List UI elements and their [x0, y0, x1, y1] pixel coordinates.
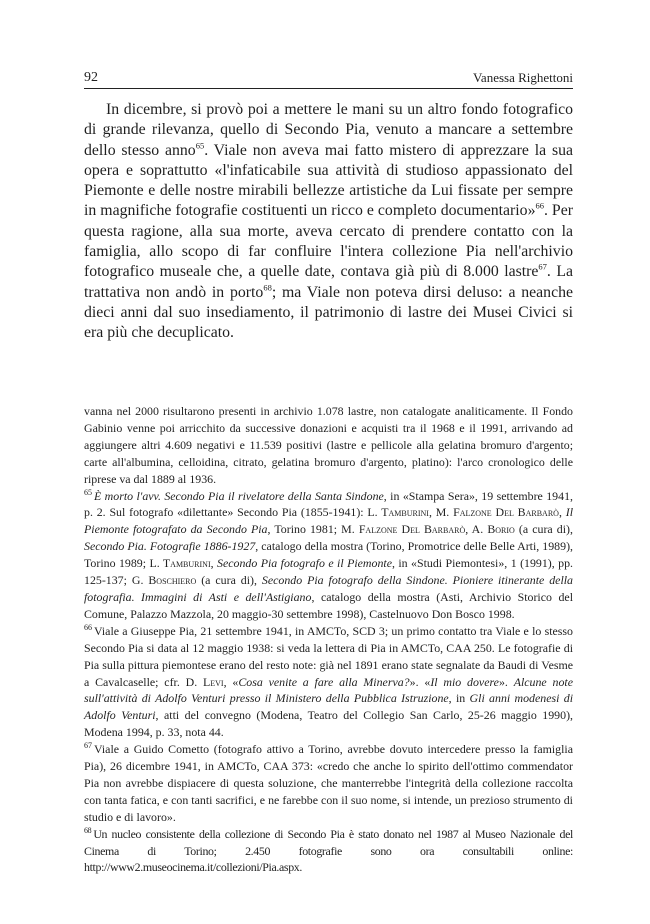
fn65-authors: G. Boschiero — [131, 573, 197, 588]
footnote-66 — [84, 623, 573, 741]
fn65-book-title: Secondo Pia fotografo della Sindone. Pioniere itinerante della fotografia. Immagini di Asti e dell'Astigiano — [84, 573, 573, 604]
body-sentence-1: In dicembre, si provò poi a mettere le mani su un altro fondo fotografico di grande rilevanza, quello di Secondo Pia, venuto a mancare a settembre dello stesso anno — [84, 101, 573, 159]
fn65-text: , catalogo della mostra (Torino, Promotrice delle Belle Arti, 1989), Torino 1989; — [84, 539, 573, 571]
footnote-number-66: 66 — [84, 622, 92, 632]
fn65-book-title: Il Piemonte fotografato da Secondo Pia — [84, 505, 573, 537]
fn66-author: D. Levi — [185, 674, 224, 689]
fn65-text: , in «Stampa Sera», 19 settembre 1941, p. 2. Sul fotografo «dilettante» Secondo Pia (1855-1941): — [84, 488, 573, 520]
fn65-sep: , — [210, 556, 218, 571]
header-rule — [84, 88, 573, 89]
fn65-text: , Torino 1981; — [267, 522, 342, 537]
body-sentence-3: . Per questa ragione, alla sua morte, aveva cercato di prendere contatto con la famiglia, allo scopo di far confluire l'intera collezione Pia nell'archivio fotografico museale che, a quelle date, contava già più di 8.000 lastre — [84, 202, 573, 281]
fn65-authors: M. Falzone Del Barbarò, A. Borio — [341, 522, 515, 537]
body-sentence-5: ; ma Viale non poteva dirsi deluso: a neanche dieci anni dal suo insediamento, il patrimonio di lastre dei Musei Civici si era più che decuplicato. — [84, 283, 574, 342]
footnote-ref-67[interactable]: 67 — [538, 262, 547, 273]
fn66-text: , in — [448, 691, 470, 706]
fn65-authors: L. Tamburini — [149, 556, 211, 571]
fn66-text: Viale a Giuseppe Pia, 21 settembre 1941, in AMCTo, SCD 3; un primo contatto tra Viale e lo stesso Secondo Pia si data al 12 maggio 1938: si veda la lettera di Pia in AMCTo, CAA 250. Le fotografie di Pia sulla pittura piemontese erano del resto note: già nel 1891 erano state segnalate da Baudi di Vesme a Cavalcaselle; cfr. — [84, 623, 573, 689]
fn66-title-part: Cosa venite a fare alla Minerva? — [238, 674, 410, 689]
fn65-text: (a cura di), — [196, 573, 262, 588]
fn65-book-title: Secondo Pia. Fotografie 1886-1927 — [84, 539, 256, 554]
running-head-author: Vanessa Righettoni — [472, 70, 573, 85]
fn65-article-title: Secondo Pia fotografo e il Piemonte — [217, 556, 392, 571]
fn66-book-title: Gli anni modenesi di Adolfo Venturi — [84, 691, 574, 723]
fn65-sep: , — [558, 505, 566, 520]
body-sentence-4: . La trattativa non andò in porto — [84, 263, 573, 301]
body-sentence-2: . Viale non aveva mai fatto mistero di apprezzare la sua opera e soprattutto «l'infaticabile sua attività di studioso appassionato del Piemonte e delle nostre mirabili bellezze artistiche da Lui fissate per sempre in magnifiche fotografie costituenti un ricco e completo documentario» — [84, 141, 574, 220]
footnote-ref-68[interactable]: 68 — [263, 282, 272, 293]
footnote-68 — [84, 826, 573, 877]
footnote-number-67: 67 — [84, 741, 92, 751]
footnote-continuation: vanna nel 2000 risultarono presenti in archivio 1.078 lastre, non catalogate analiticamente. Il Fondo Gabinio venne poi arricchito da successive donazioni e acquisti tra il 1968 e il 1991, arrivando ad aggiungere altri 4.609 negativi e 11.539 positivi (lastre e pellicole alla gelatina bromuro d'argento; carte all'albumina, celloidina, citrato, gelatina bromuro d'argento, platino): l'arco cronologico delle riprese va dal 1889 al 1936. — [84, 404, 573, 486]
page-number: 92 — [84, 70, 98, 85]
footnote-number-65: 65 — [84, 487, 92, 497]
fn68-text: Un nucleo consistente della collezione di Secondo Pia è stato donato nel 1987 al Museo Nazionale del Cinema di Torino; 2.450 fotografie sono ora consultabili online: http://www2.museocinema.it/collezioni/Pia.aspx. — [84, 826, 573, 875]
fn66-text: ». « — [409, 674, 431, 689]
fn65-text: (a cura di), — [514, 522, 573, 537]
fn66-text: , « — [223, 674, 239, 689]
fn66-title-part: Alcune note sull'attività di Adolfo Venturi presso il Ministero della Pubblica Istruzione — [84, 674, 573, 706]
footnote-ref-66[interactable]: 66 — [535, 201, 544, 212]
footnotes-section — [84, 403, 573, 876]
page-header — [84, 70, 573, 88]
footnote-number-68: 68 — [84, 825, 92, 835]
fn65-text: , catalogo della mostra (Asti, Archivio Storico del Comune, Palazzo Mazzola, 20 maggio-30 settembre 1998), Castelnuovo Don Bosco 1998. — [84, 589, 573, 621]
fn65-title: È morto l'avv. Secondo Pia il rivelatore della Santa Sindone — [94, 488, 384, 503]
fn65-authors: L. Tamburini, M. Falzone Del Barbarò — [367, 505, 559, 520]
footnote-67 — [84, 741, 573, 826]
body-paragraph — [84, 100, 573, 344]
footnote-65 — [84, 488, 573, 623]
fn66-title-part: Il mio dovere — [430, 674, 499, 689]
footnote-ref-65[interactable]: 65 — [195, 140, 205, 151]
fn66-text: ». — [498, 674, 514, 689]
fn66-text: , atti del convegno (Modena, Teatro del Collegio San Carlo, 25-26 maggio 1990), Modena 1994, p. 33, nota 44. — [84, 708, 573, 740]
fn65-text: , in «Studi Piemontesi», 1 (1991), pp. 125-137; — [84, 556, 574, 588]
fn67-text: Viale a Guido Cometto (fotografo attivo a Torino, avrebbe dovuto intercedere presso la famiglia Pia), 26 dicembre 1941, in AMCTo, CAA 373: «credo che anche lo spirito dell'ottimo commendator Pia non avrebbe dispiacere di questa soluzione, che manterrebbe l'integrità della collezione raccolta con tanta fatica, e con tanti sacrifici, e ne farebbe con il suo nome, si intende, un prezioso strumento di studio e di lavoro». — [84, 742, 573, 824]
